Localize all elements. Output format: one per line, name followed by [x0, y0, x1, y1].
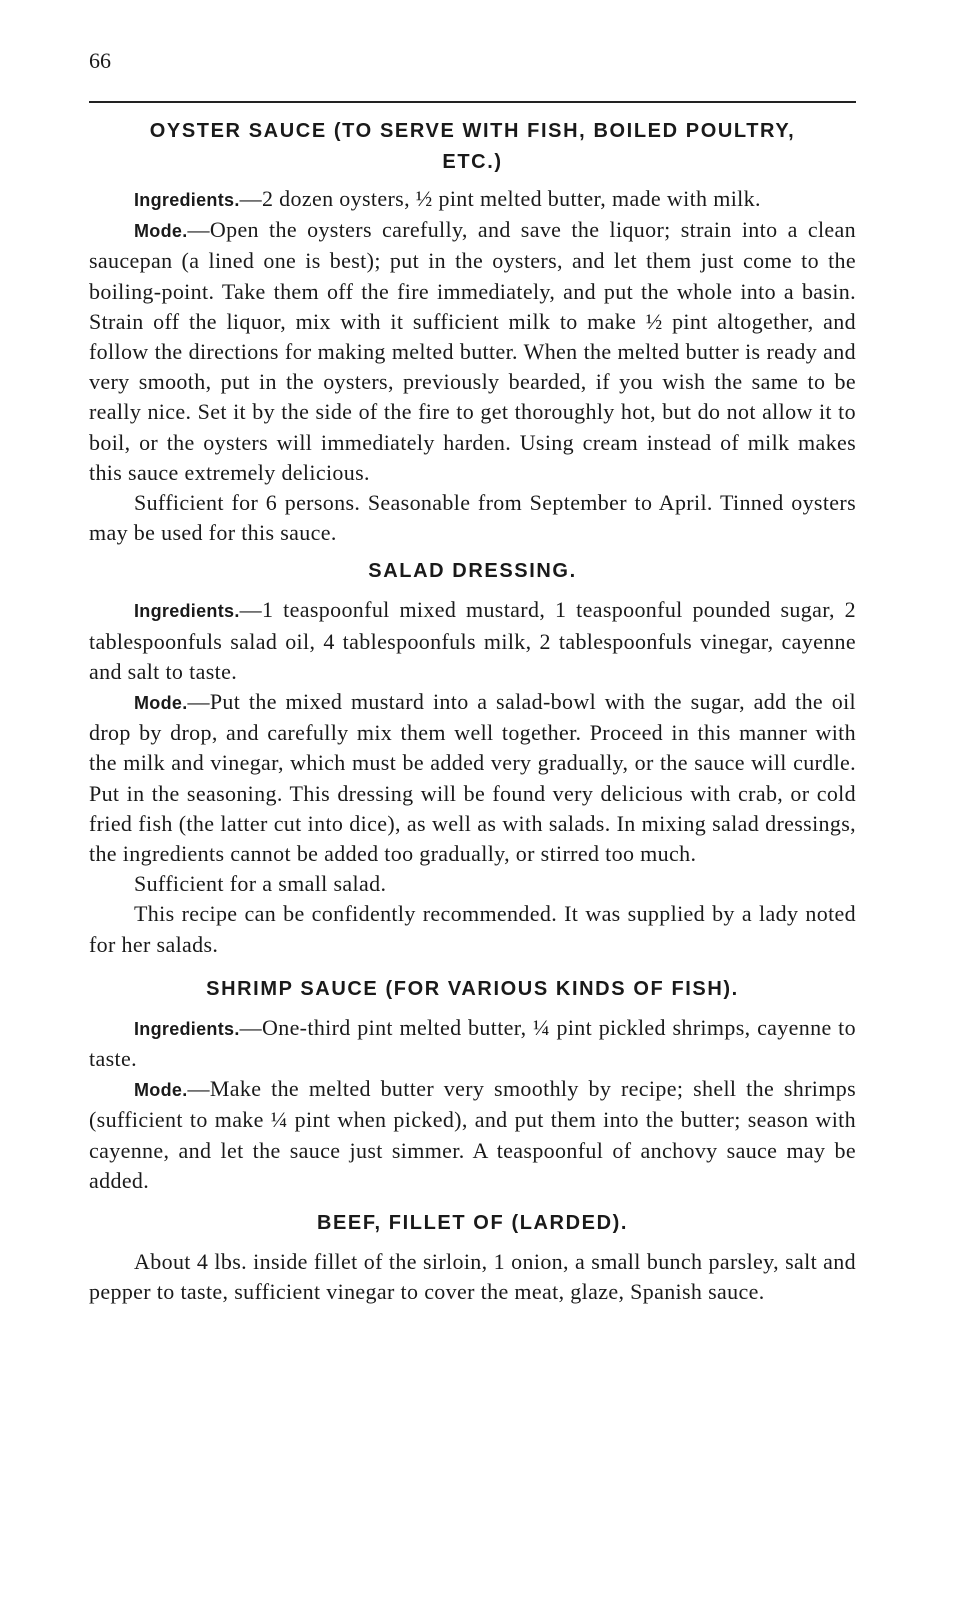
mode-paragraph: [89, 687, 856, 869]
ingredients-paragraph: [89, 595, 856, 687]
recipe-title: SALAD DRESSING.: [368, 560, 577, 583]
recipe-beef-fillet: [89, 1208, 856, 1307]
page-number: 66: [89, 48, 111, 73]
ingredients-label: Ingredients.: [134, 190, 240, 210]
mode-text: —Open the oysters carefully, and save the liquor; strain into a clean saucepan (a lined one is best); put in the oysters, and let them just come to the boiling-point. Take them off the fire immediately, and put the whole into a basin. Strain off the liquor, mix with it sufficient milk to make ½ pint altogether, and follow the directions for making melted butter. When the melted butter is ready and very smooth, put in the oysters, previously bearded, if you wish the same to be really nice. Set it by the side of the fire to get thoroughly hot, but do not allow it to boil, or the oysters will immediately harden. Using cream instead of milk makes this sauce extremely delicious.: [89, 217, 856, 485]
page-content: [89, 116, 856, 1308]
recipe-shrimp-sauce: [89, 974, 856, 1196]
header-rule: [89, 101, 856, 103]
mode-label: Mode.: [134, 221, 188, 242]
sufficient-paragraph: Sufficient for 6 persons. Seasonable from September to April. Tinned oysters may be used for this sauce.: [89, 490, 856, 546]
ingredients-paragraph: [89, 184, 856, 215]
ingredients-label: Ingredients.: [134, 601, 240, 622]
mode-text: —Put the mixed mustard into a salad-bowl with the sugar, add the oil drop by drop, and carefully mix them well together. Proceed in this manner with the milk and vinegar, which must be added very gradually, or the sauce will curdle. Put in the seasoning. This dressing will be found very delicious with crab, or cold fried fish (the latter cut into dice), as well as with salads. In mixing salad dressings, the ingredients cannot be added too gradually, or stirred too much.: [89, 689, 856, 867]
mode-paragraph: [89, 1074, 856, 1196]
sufficient-paragraph: Sufficient for a small salad.: [134, 871, 387, 897]
mode-text: —Make the melted butter very smoothly by recipe; shell the shrimps (sufficient to make ¼ pint when picked), and put them into the butter; season with cayenne, and let the sauce just simmer. A teaspoonful of anchovy sauce may be added.: [89, 1076, 856, 1193]
mode-label: Mode.: [134, 693, 188, 714]
ingredients-text: —One-third pint melted butter, ¼ pint pickled shrimps, cayenne to taste.: [89, 1014, 856, 1072]
ingredients-label: Ingredients.: [134, 1018, 240, 1039]
note-paragraph: This recipe can be confidently recommended. It was supplied by a lady noted for her salads.: [89, 901, 856, 957]
recipe-oyster-sauce: [89, 116, 856, 548]
ingredients-text: —2 dozen oysters, ½ pint melted butter, made with milk.: [239, 186, 761, 211]
body-paragraph: About 4 lbs. inside fillet of the sirloin, 1 onion, a small bunch parsley, salt and pepper to taste, sufficient vinegar to cover the meat, glaze, Spanish sauce.: [89, 1249, 856, 1305]
mode-label: Mode.: [134, 1080, 188, 1101]
recipe-title: OYSTER SAUCE (TO SERVE WITH FISH, BOILED POULTRY, ETC.): [149, 120, 796, 173]
ingredients-paragraph: [89, 1013, 856, 1074]
recipe-title: BEEF, FILLET OF (LARDED).: [316, 1212, 629, 1235]
recipe-salad-dressing: [89, 556, 856, 959]
mode-paragraph: [89, 215, 856, 488]
recipe-title: SHRIMP SAUCE (FOR VARIOUS KINDS OF FISH).: [206, 977, 739, 1000]
ingredients-text: —1 teaspoonful mixed mustard, 1 teaspoonful pounded sugar, 2 tablespoonfuls salad oil, 4 tablespoonfuls milk, 2 tablespoonfuls vinegar, cayenne and salt to taste.: [89, 597, 856, 684]
